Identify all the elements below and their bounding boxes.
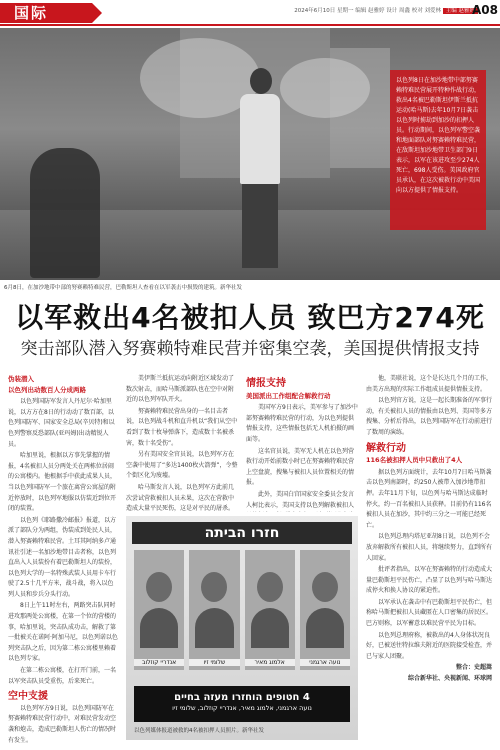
paragraph: 努赛赖特难民营出身的一名目击者说，以色列战斗机和直升机以“我们从空中看到了数十枚导弹落下，造成数十名被杀害，数十名受伤”。 — [126, 407, 238, 447]
editor-tag: 主编 赵雅婷 — [443, 8, 478, 14]
photo-smoke — [280, 58, 370, 118]
paragraph: 据以色列方面统计，去年10月7日哈马斯袭击以色列南部时，约250人被带入加沙地带扣押。去年11月下旬，以色列与哈马斯达成临时停火，约一百名被扣人员获释。目前仍有116名被扣人员在加沙，其中约三分之一可能已经死亡。 — [366, 468, 492, 529]
hostage-portraits — [134, 550, 350, 670]
paragraph: 哈加里说，根据以方事先掌握的情报，4名被扣人员分两处关在两栋位居闹的公寓楼内。他根据手中获此成果人员，当以色列国防军一个旅在离营公寓屋的附近停放时，以色列军地服以仿装近到位开闭的装置。 — [8, 452, 117, 513]
paragraph: 以色列总理府称，被救出的4人身体状况良好，已被送往特拉维夫附近的医院接受检查，并已与家人团聚。 — [366, 631, 492, 660]
article-column-2 — [126, 374, 238, 512]
inset-photo — [126, 516, 358, 740]
paragraph: 以色列官方说，这是一起长期准备的军事行动，有关被扣人员的情报由以色列、美国等多方搜集、分析后得出，以色列国防军在行动前进行了数周的演练。 — [366, 397, 492, 436]
section-label: 国际 — [0, 3, 92, 23]
inset-sign: חזרו הביתה — [132, 522, 352, 544]
photo-man — [232, 68, 290, 268]
header-meta — [294, 6, 478, 14]
paragraph: 美国军方9日表示，美军参与了加沙中部努赛赖特难民营的行动，为以色列提供情报支持，这些情报包括无人机拍摄的画面等。 — [246, 404, 358, 443]
portrait-name: אנדריי קוזלוב — [134, 659, 184, 666]
section-heading: 情报支持 — [246, 378, 286, 389]
inset-banner — [134, 686, 350, 722]
paragraph: 此外，美国白宫国家安全委员会发言人柯比表示，美国支持以色列解救被扣人 — [246, 490, 355, 509]
photo-caption-box: 以色列8日在加沙地带中部努赛赖特难民营展开特种作战行动，救出4名被巴勒斯坦伊斯兰抵抗运动(哈马斯)去年10月7日袭击以色列时掳劫到加沙的扣押人员。行动期间，以色列军警空袭和地面部队对努赛赖特难民营，在敌斯坦加沙地带卫生部门9日表示，以军在该进攻至少274人死亡，698人受伤。美国政府官员承认，在这次被救行动中美国向以方提供了情报支持。 — [390, 70, 486, 230]
sub-kicker: 以色列出动数百人分成两路 — [8, 385, 86, 394]
headline: 以军救出4名被扣人员 致巴方274死 — [15, 301, 485, 334]
paragraph: 这名官员说，美军无人机在以色列营救行动开始前数小时已在努赛赖特难民营上空盘旋，搜集与被扣人员位置相关的情报。 — [246, 447, 355, 487]
issue-info: 2024年6月10日 星期一 编辑 赵雅婷 设计 周鑫 校对 刘爱林 — [294, 8, 441, 14]
portrait — [189, 550, 239, 670]
portrait-name: אלמוג מאיר — [245, 659, 295, 666]
paragraph: 批评者指出，以军在努赛赖特的行动造成大量巴勒斯坦平民伤亡，凸显了以色列与哈马斯达成停火和换人协议的紧迫性。 — [366, 566, 492, 595]
paragraph: 以色列军方9日说，以色列国防军在努赛赖特难民营行动中，对难民营发动空袭和炮击，造成巴勒斯坦人伤亡的情况时有发生。 — [8, 704, 117, 744]
subheadline: 突击部队潜入努赛赖特难民营并密集空袭，美国提供情报支持 — [20, 339, 480, 359]
page-number: A08 — [472, 3, 498, 17]
page-header — [0, 0, 500, 24]
portrait-name: שלומי זיו — [189, 659, 239, 666]
paragraph: 他，美联社说，这个是长达几个月的工作，由美方出现的实际工作组成员提供情报支持。 — [366, 375, 492, 393]
paragraph: 以色列总理内塔尼亚胡8日说，以色列不会放弃解救所有被扣人员，将继续努力，直到所有人回家。 — [366, 533, 492, 562]
header-rule — [0, 24, 500, 26]
source-line: 综合新华社、央视新闻、环球网 — [407, 675, 492, 683]
paragraph: 在第二栋公寓楼，在打开门前，一名以军突击队员受重伤，后来死亡。 — [8, 667, 117, 685]
article-column-1 — [8, 374, 118, 746]
photo-person — [30, 148, 100, 278]
inset-caption: 以色列媒体报道被救的4名被扣押人员照片。新华社发 — [134, 728, 265, 734]
byline: 整合：史超嵩 — [455, 664, 492, 672]
sub-kicker: 116名被扣押人员中只救出了4人 — [366, 456, 463, 465]
article-column-4 — [366, 374, 492, 746]
banner-names: נועה ארגמני, אלמוג מאיר, אנדריי קוזלוב, שלומי זיו — [172, 704, 312, 712]
banner-title: 4 חטופים הוחזרו מעזה בחיים — [174, 692, 310, 703]
portrait — [134, 550, 184, 670]
section-heading: 解救行动 — [366, 442, 406, 454]
paragraph: 另有美国安全官员说，以色列军方在空袭中使用了“多达1400枚火箭弹”，令整个街区化为废墟。 — [126, 451, 238, 480]
paragraph: 哈马斯发言人说，以色列军方此前几次尝试营救被扣人员未果，这次在营救中造成大量平民死伤，这是对平民的屠杀。 — [126, 483, 235, 512]
photo-footnote: 6月8日，在加沙地带中部的努赛赖特难民营，巴勒斯坦人查看在以军袭击中损毁的建筑。新华社发 — [4, 285, 243, 291]
paragraph: 8日上午11时左右，两路突击队同时进攻那两处公寓楼，在第一个位的营楼的事，哈加里说，突击队成功击，解救了第一批被关在诺阿·阿加马尼，以色列诺以色列突击队之后，因为第二栋公寓楼里赖着以色列专家。 — [8, 602, 118, 663]
paragraph: 美伊斯兰抵抗运动向附近区域发动了数次射击，而哈马斯派部队也在空中对附近的以色列军队开火。 — [126, 375, 235, 404]
article-column-3 — [246, 374, 358, 512]
sub-kicker: 美国派出工作组配合解救行动 — [246, 391, 331, 400]
portrait — [245, 550, 295, 670]
portrait — [300, 550, 350, 670]
paragraph: 以军承认在袭击中有巴勒斯坦平民伤亡，但称哈马斯把被扣人员藏匿在人口密集的居民区。巴方则称，以军蓄意以难民营平民为目标。 — [366, 598, 492, 628]
kicker: 伪装潜入 — [8, 375, 34, 383]
paragraph: 以色列《耶路撒冷邮报》报道，以方派了部队分为两组，伪装成到处民人员，潜入努赛赖特难民营。土耳其阿纳多卢通讯社引述一名加沙地带目击者称，以色列直出入人员装扮有着巴勒斯坦人的装扮，以色列大学的一名特殊武装人员用卡车行驶了2.5十几平方米，战斗战，将入以色列人员和步兵分头行动。 — [8, 516, 117, 598]
paragraph: 以色列国防军发言人丹尼尔·哈加里说，以方方在8日的行动动了数百部，以色列国防军、国家安全总局(辛贝特)和以色列警察反恐部队(亚玛姆)出动精锐人员。 — [8, 398, 115, 448]
portrait-name: נועה ארגמני — [300, 659, 350, 666]
lead-photo — [0, 28, 500, 280]
section-heading: 空中支援 — [8, 691, 48, 703]
